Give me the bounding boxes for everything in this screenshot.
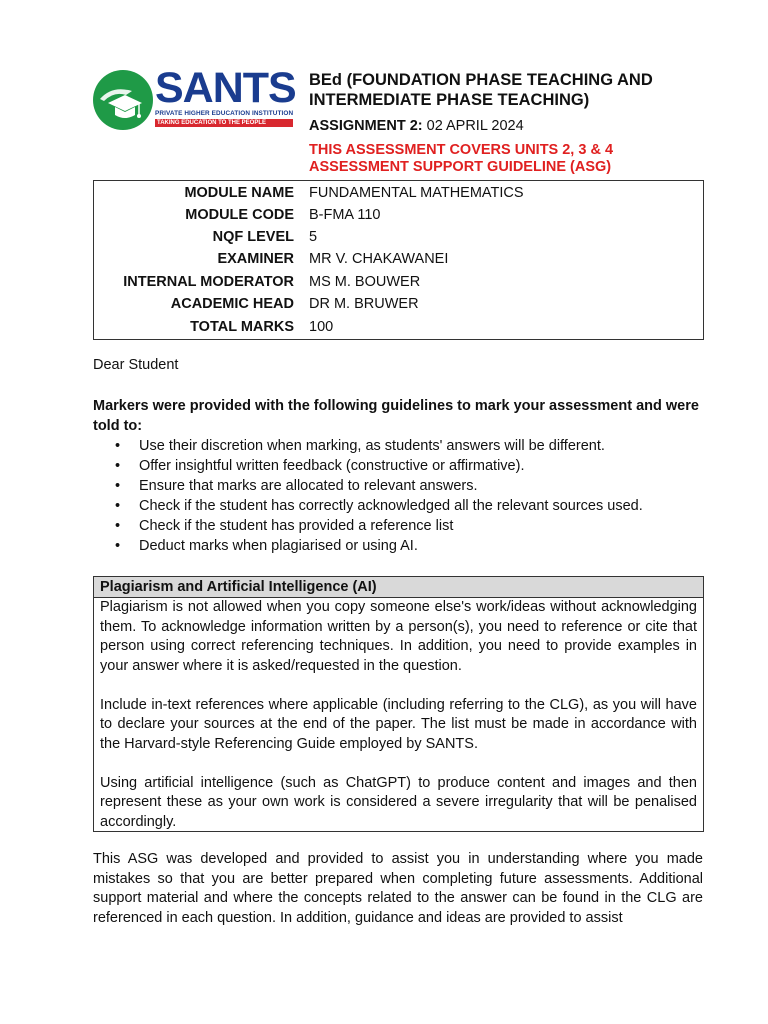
module-info-table: [93, 180, 704, 340]
sants-logo: [92, 64, 298, 131]
plagiarism-paragraph: Using artificial intelligence (such as ChatGPT) to produce content and images and then represent these as your own work is considered a severe irregularity that will be penalised accordingly.: [100, 774, 697, 830]
plagiarism-paragraph: Include in-text references where applicable (including referring to the CLG), as you will have to declare your sources at the end of the paper. The list must be made in accordance with the Harvard-style Referencing Guide employed by SANTS.: [100, 696, 697, 752]
info-label: EXAMINER: [217, 251, 294, 267]
info-value: FUNDAMENTAL MATHEMATICS: [309, 185, 524, 201]
info-row-module-name: [94, 182, 703, 204]
plagiarism-ai-box: [93, 576, 704, 832]
info-label: NQF LEVEL: [212, 229, 294, 245]
assignment-date: 02 APRIL 2024: [426, 118, 524, 134]
bullet-icon: •: [115, 478, 121, 494]
plagiarism-heading: Plagiarism and Artificial Intelligence (AI): [94, 577, 703, 598]
info-value: B-FMA 110: [309, 207, 381, 223]
list-item: • Offer insightful written feedback (constructive or affirmative).: [115, 458, 525, 474]
guidelines-list: [93, 436, 708, 556]
info-row-internal-moderator: [94, 271, 703, 293]
list-item: • Check if the student has correctly acknowledged all the relevant sources used.: [115, 498, 643, 514]
markers-intro: Markers were provided with the following guidelines to mark your assessment and were told to:: [93, 398, 699, 434]
bullet-icon: •: [115, 518, 121, 534]
info-row-module-code: [94, 204, 703, 226]
units-covered: THIS ASSESSMENT COVERS UNITS 2, 3 & 4: [309, 142, 614, 158]
info-row-nqf-level: [94, 226, 703, 248]
info-row-academic-head: [94, 293, 703, 315]
list-item: • Deduct marks when plagiarised or using AI.: [115, 538, 418, 554]
info-value: MS M. BOUWER: [309, 274, 421, 290]
info-label: TOTAL MARKS: [190, 319, 294, 335]
guideline-title: ASSESSMENT SUPPORT GUIDELINE (ASG): [309, 159, 612, 175]
assignment-line: [309, 117, 729, 135]
logo-wordmark: SANTS: [155, 64, 296, 112]
list-item: • Ensure that marks are allocated to relevant answers.: [115, 478, 478, 494]
logo-tagline-motto: TAKING EDUCATION TO THE PEOPLE: [155, 119, 293, 127]
list-item: • Use their discretion when marking, as students' answers will be different.: [115, 438, 605, 454]
list-item: • Check if the student has provided a reference list: [115, 518, 454, 534]
info-value: DR M. BRUWER: [309, 296, 419, 312]
greeting: Dear Student: [93, 357, 179, 373]
bullet-icon: •: [115, 458, 121, 474]
info-label: MODULE NAME: [184, 185, 294, 201]
graduation-cap-icon: [92, 69, 154, 131]
assignment-label: ASSIGNMENT 2:: [309, 118, 423, 134]
bullet-icon: •: [115, 438, 121, 454]
info-value: 100: [309, 319, 334, 335]
info-value: MR V. CHAKAWANEI: [309, 251, 449, 267]
document-header: [309, 70, 729, 176]
logo-tagline-institution: PRIVATE HIGHER EDUCATION INSTITUTION: [155, 110, 294, 117]
info-row-total-marks: [94, 316, 703, 338]
bullet-icon: •: [115, 538, 121, 554]
bullet-icon: •: [115, 498, 121, 514]
plagiarism-body: [94, 598, 703, 832]
asg-paragraph: This ASG was developed and provided to assist you in understanding where you made mistakes so that you are better prepared when completing future assessments. Additional support material and where the concepts related to the answer can be found in the CLG are referenced in each question. In addition, guidance and ideas are provided to assist: [93, 851, 703, 926]
info-value: 5: [309, 229, 318, 245]
info-row-examiner: [94, 248, 703, 270]
plagiarism-paragraph: Plagiarism is not allowed when you copy someone else's work/ideas without acknowledging them. To acknowledge information written by a person(s), you need to reference or cite that person using correct referencing techniques. In addition, you need to provide examples in your answer where it is asked/requested in the question.: [100, 599, 697, 674]
info-label: INTERNAL MODERATOR: [123, 274, 294, 290]
programme-title: BEd (FOUNDATION PHASE TEACHING AND INTERMEDIATE PHASE TEACHING): [309, 71, 653, 109]
info-label: ACADEMIC HEAD: [170, 296, 294, 312]
info-label: MODULE CODE: [185, 207, 294, 223]
